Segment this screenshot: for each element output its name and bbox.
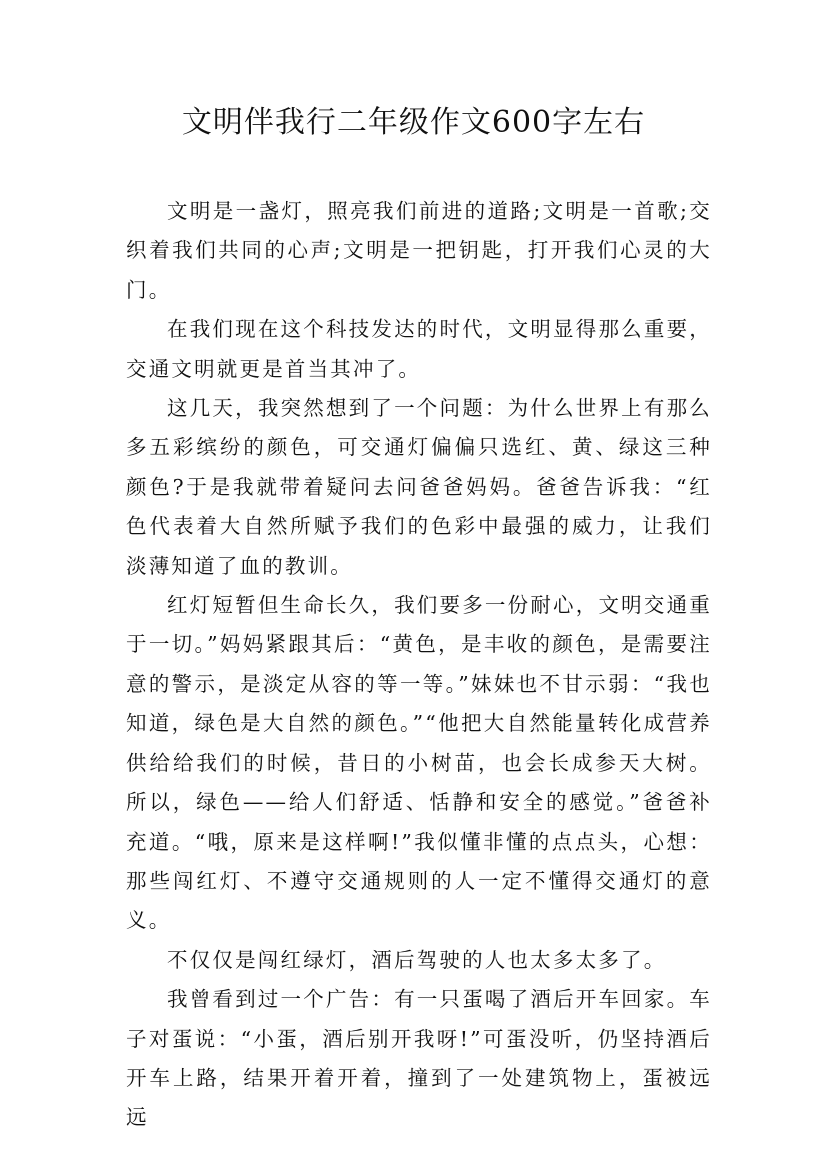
paragraph-2: 在我们现在这个科技发达的时代，文明显得那么重要，交通文明就更是首当其冲了。 <box>126 317 712 381</box>
paragraph-3: 这几天，我突然想到了一个问题：为什么世界上有那么多五彩缤纷的颜色，可交通灯偏偏只选红、黄、绿这三种颜色?于是我就带着疑问去问爸爸妈妈。爸爸告诉我：“红色代表着大自然所赋予我们的色彩中最强的威力，让我们淡薄知道了血的教训。 <box>126 396 712 578</box>
page-title: 文明伴我行二年级作文600字左右 <box>181 105 646 140</box>
article-body <box>126 192 712 1138</box>
paragraph-4: 红灯短暂但生命长久，我们要多一份耐心，文明交通重于一切。”妈妈紧跟其后：“黄色，是丰收的颜色，是需要注意的警示，是淡定从容的等一等。”妹妹也不甘示弱：“我也知道，绿色是大自然的颜色。”“他把大自然能量转化成营养供给给我们的时候，昔日的小树苗，也会长成参天大树。所以，绿色——给人们舒适、恬静和安全的感觉。”爸爸补充道。“哦，原来是这样啊!”我似懂非懂的点点头，心想：那些闯红灯、不遵守交通规则的人一定不懂得交通灯的意义。 <box>126 593 712 933</box>
paragraph-1: 文明是一盏灯，照亮我们前进的道路;文明是一首歌;交织着我们共同的心声;文明是一把钥匙，打开我们心灵的大门。 <box>126 199 712 302</box>
paragraph-5: 不仅仅是闯红绿灯，酒后驾驶的人也太多太多了。 <box>167 947 667 972</box>
paragraph-6: 我曾看到过一个广告：有一只蛋喝了酒后开车回家。车子对蛋说：“小蛋，酒后别开我呀!”可蛋没听，仍坚持酒后开车上路，结果开着开着，撞到了一处建筑物上，蛋被远远 <box>126 987 712 1130</box>
